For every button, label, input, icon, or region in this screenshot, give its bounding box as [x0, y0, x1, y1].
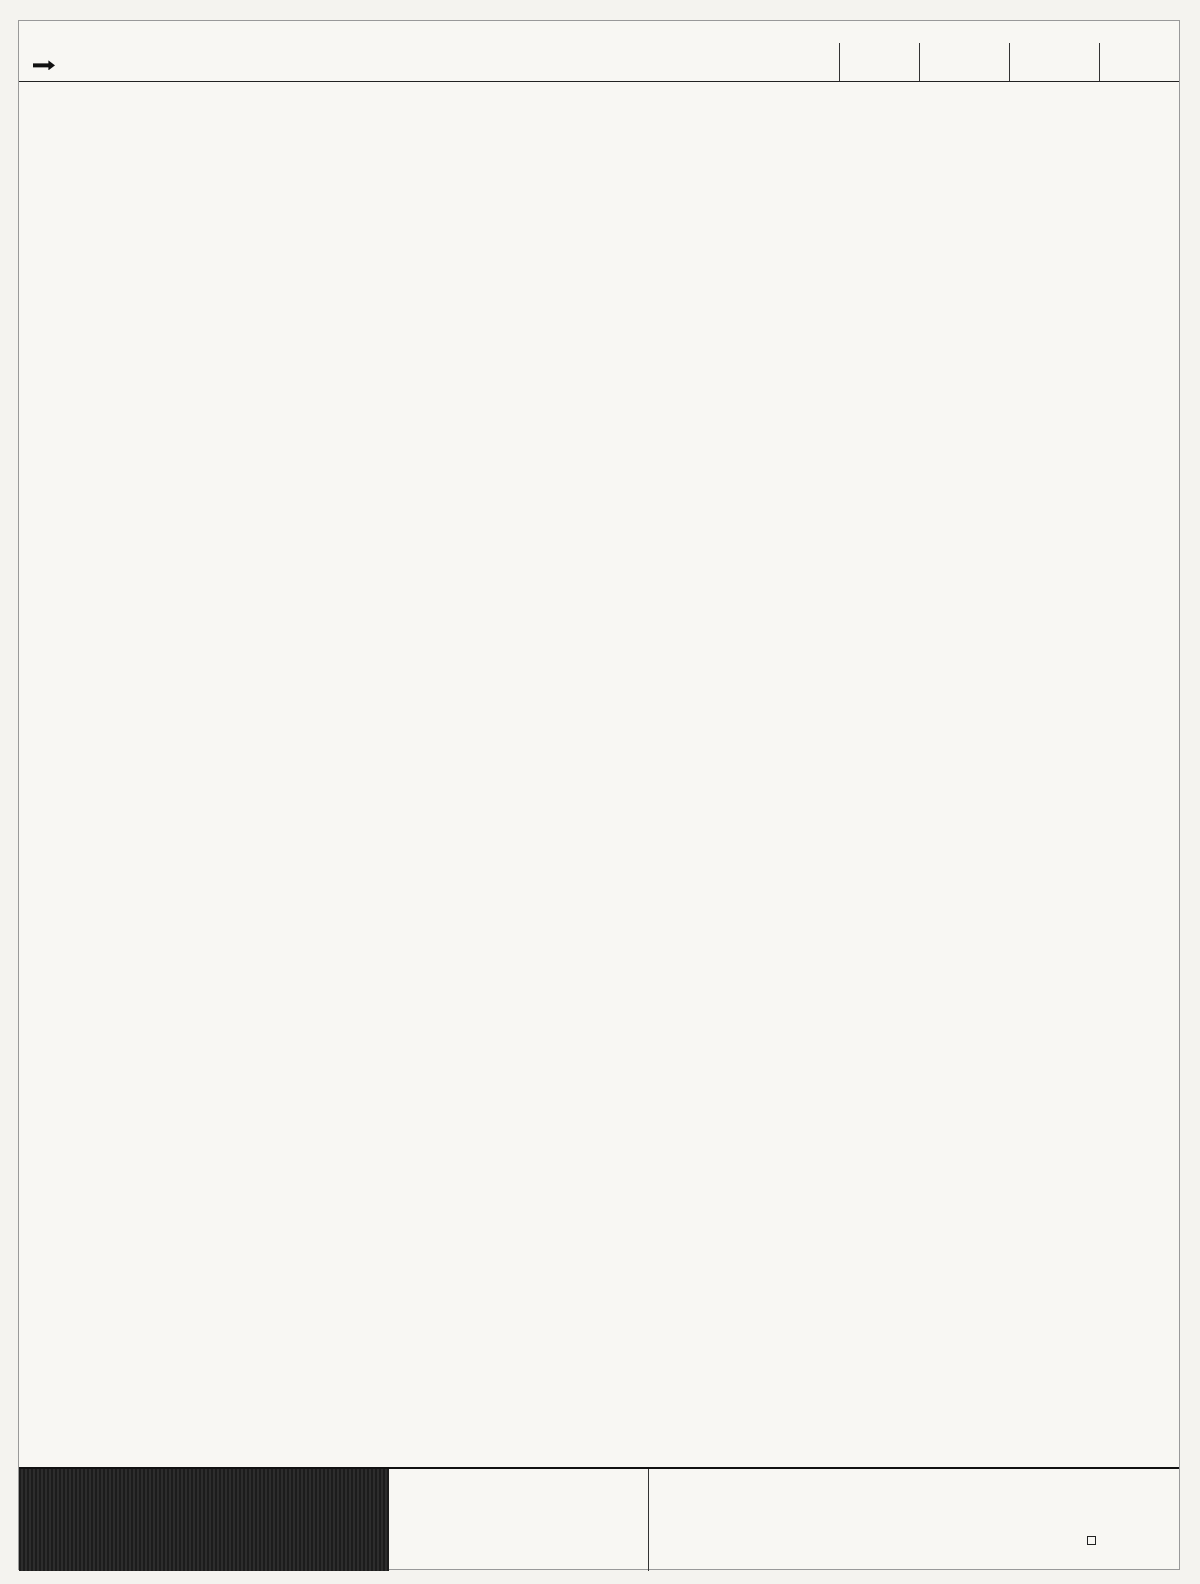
header-title [33, 59, 773, 71]
header-boxes [839, 43, 1179, 81]
sheet-header [19, 21, 1179, 82]
household-continued[interactable] [1087, 1536, 1167, 1545]
arrow-icon [33, 60, 55, 70]
household-continued-checkbox[interactable] [1087, 1536, 1096, 1545]
footer-special-cases [389, 1469, 649, 1571]
sheet-footer [19, 1467, 1179, 1571]
serial-box [839, 43, 919, 81]
acres-box [1009, 43, 1099, 81]
agri-box [1099, 43, 1179, 81]
census-sheet [18, 20, 1180, 1570]
footer-turn-note [19, 1469, 389, 1571]
farm-box [919, 43, 1009, 81]
footer-footnotes [649, 1469, 1179, 1571]
